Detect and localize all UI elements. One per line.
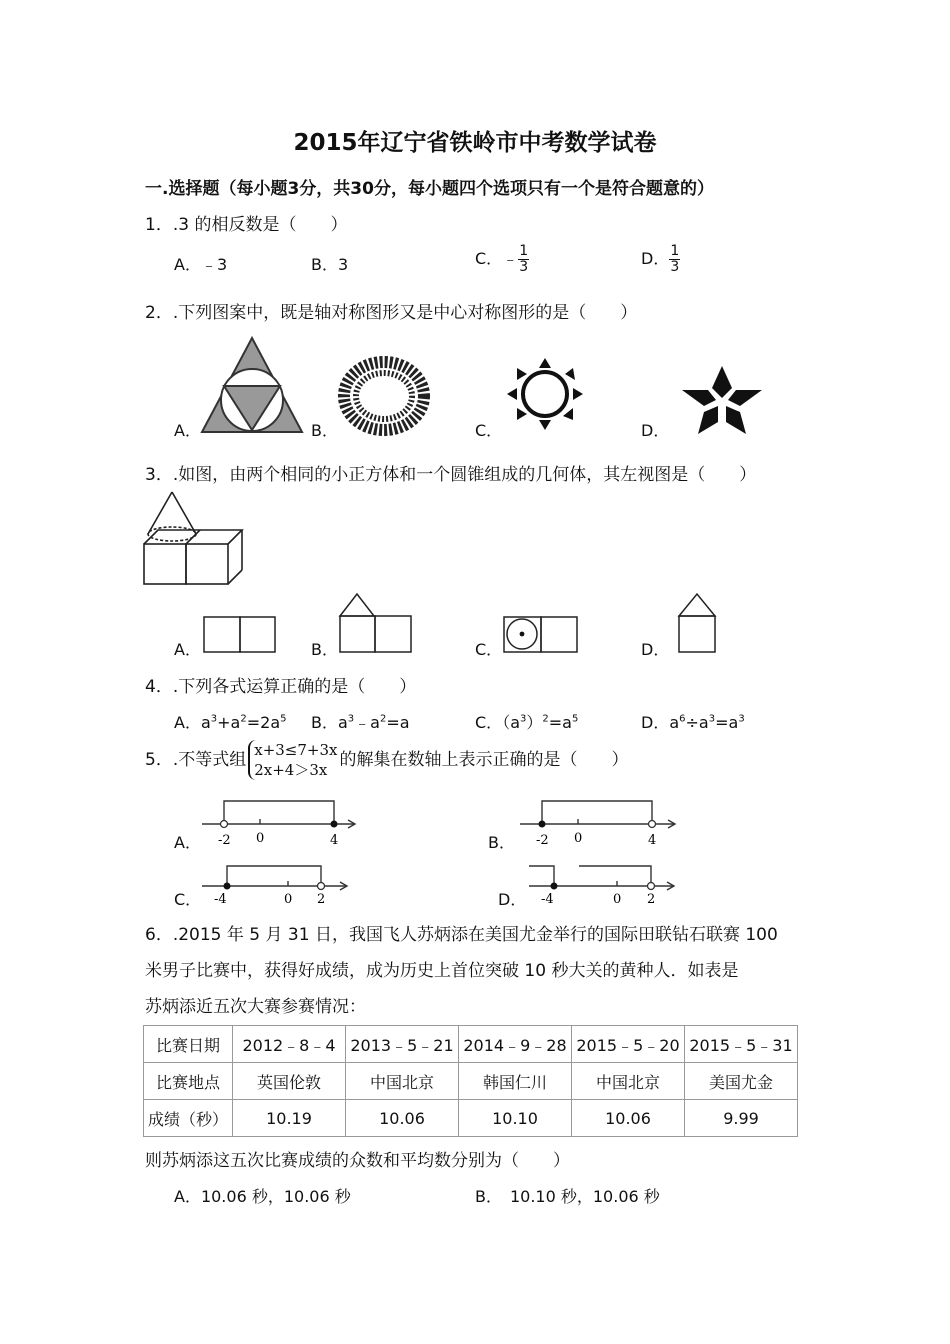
tick-label: 0	[284, 892, 293, 907]
tick-label: -2	[218, 833, 231, 848]
q2-option-c-label: C．	[475, 421, 503, 440]
question-6-line-2: 米男子比赛中，获得好成绩，成为历史上首位突破 10 秒大关的黄种人．如表是	[145, 961, 739, 981]
exponent: 3	[210, 713, 218, 725]
inequality-line-1: x+3≤7+3x	[254, 741, 338, 759]
question-1-stem: 1．.3 的相反数是（ ）	[145, 215, 348, 235]
exponent: 3	[708, 713, 716, 725]
view-option-a	[203, 616, 277, 654]
q1-option-c-label: C．	[475, 249, 503, 268]
tick-label: -4	[214, 892, 227, 907]
q4-c-label: C．	[475, 713, 503, 732]
q6-option-b: B． 10.10 秒，10.06 秒	[475, 1187, 660, 1206]
q4-option-b	[311, 710, 410, 733]
q5-option-b-label: B．	[488, 833, 515, 852]
table-cell: 比赛地点	[144, 1063, 233, 1100]
q2-option-a-label: A．	[174, 421, 201, 440]
tick-label: 4	[648, 833, 657, 848]
inequality-line-2: 2x+4＞3x	[254, 761, 328, 779]
term: a	[669, 713, 680, 732]
exponent: 5	[280, 713, 287, 725]
table-cell: 美国尤金	[685, 1063, 798, 1100]
question-4-stem: 4．.下列各式运算正确的是（ ）	[145, 677, 417, 697]
question-6-line-1: 6．.2015 年 5 月 31 日，我国飞人苏炳添在美国尤金举行的国际田联钻石联赛 100	[145, 925, 778, 945]
table-row	[144, 1026, 798, 1063]
q6-option-a: A．10.06 秒，10.06 秒	[174, 1187, 351, 1206]
table-cell: 2013﹣5﹣21	[346, 1026, 459, 1063]
table-cell: 10.10	[459, 1100, 572, 1137]
exponent: 3	[520, 713, 527, 725]
tick-label: 2	[317, 892, 326, 907]
table-cell: 中国北京	[572, 1063, 685, 1100]
term: =a	[386, 713, 410, 732]
q5-stem-suffix: 的解集在数轴上表示正确的是（ ）	[339, 750, 629, 770]
q4-a-label: A．	[174, 713, 201, 732]
table-cell: 成绩（秒）	[144, 1100, 233, 1137]
number-line-d	[527, 860, 682, 906]
table-cell: 英国伦敦	[233, 1063, 346, 1100]
q3-option-c-label: C．	[475, 640, 503, 659]
question-6-line-3: 苏炳添近五次大赛参赛情况：	[145, 997, 366, 1017]
table-cell: 中国北京	[346, 1063, 459, 1100]
term: =a	[548, 713, 572, 732]
term: =2a	[246, 713, 281, 732]
question-5-stem	[145, 740, 629, 780]
view-option-d	[678, 592, 718, 654]
q1-option-b: B．3	[311, 255, 349, 274]
term: ）	[526, 713, 543, 732]
fraction	[518, 244, 529, 275]
q1-option-c-sign: ﹣	[502, 249, 519, 268]
number-line-a	[200, 797, 365, 849]
q2-option-d-label: D．	[641, 421, 670, 440]
tick-label: 0	[613, 892, 622, 907]
fraction-denominator: 3	[670, 259, 680, 275]
view-option-b	[339, 592, 413, 654]
q3-option-b-label: B．	[311, 640, 338, 659]
table-cell: 2015﹣5﹣31	[685, 1026, 798, 1063]
q5-option-c-label: C．	[174, 890, 202, 909]
exponent: 3	[738, 713, 745, 725]
tick-label: -4	[541, 892, 554, 907]
q3-option-a-label: A．	[174, 640, 201, 659]
exponent: 6	[679, 713, 686, 725]
question-6-prompt: 则苏炳添这五次比赛成绩的众数和平均数分别为（ ）	[145, 1151, 570, 1171]
q5-option-d-label: D．	[498, 890, 527, 909]
arrow-ring-figure	[505, 356, 585, 432]
table-cell: 2014﹣9﹣28	[459, 1026, 572, 1063]
q1-option-d-label: D．	[641, 249, 670, 268]
question-3-stem: 3．.如图，由两个相同的小正方体和一个圆锥组成的几何体，其左视图是（ ）	[145, 465, 757, 485]
term: a	[337, 713, 348, 732]
tick-label: 2	[647, 892, 656, 907]
exponent: 2	[240, 713, 247, 725]
table-cell: 10.06	[572, 1100, 685, 1137]
exponent: 5	[571, 713, 579, 725]
tick-label: -2	[536, 833, 549, 848]
triangle-circle-figure	[200, 336, 305, 436]
table-row	[144, 1100, 798, 1137]
q1-option-a: A．﹣3	[174, 255, 228, 274]
page-title: 2015年辽宁省铁岭市中考数学试卷	[293, 130, 657, 156]
table-row	[144, 1063, 798, 1100]
number-line-b	[518, 797, 683, 849]
q1-option-d	[641, 244, 680, 275]
table-cell: 韩国仁川	[459, 1063, 572, 1100]
pinwheel-star-figure	[680, 364, 764, 436]
q3-option-d-label: D．	[641, 640, 670, 659]
question-2-stem: 2．.下列图案中，既是轴对称图形又是中心对称图形的是（ ）	[145, 303, 638, 323]
table-cell: 2012﹣8﹣4	[233, 1026, 346, 1063]
q2-option-b-label: B．	[311, 421, 338, 440]
q4-d-label: D．	[641, 713, 670, 732]
term: （a	[502, 713, 520, 732]
tick-label: 0	[256, 831, 265, 846]
fraction-denominator: 3	[519, 259, 529, 275]
table-cell: 10.06	[346, 1100, 459, 1137]
table-cell: 10.19	[233, 1100, 346, 1137]
fraction-numerator: 1	[670, 243, 680, 259]
number-line-c	[200, 860, 355, 906]
exponent: 3	[347, 713, 355, 725]
section-heading: 一.选择题（每小题3分，共30分，每小题四个选项只有一个是符合题意的）	[145, 179, 714, 199]
term: ﹣a	[354, 713, 380, 732]
fraction	[669, 244, 680, 275]
q4-option-d	[641, 710, 745, 733]
cone-cubes-solid	[142, 490, 246, 588]
fraction-numerator: 1	[519, 243, 529, 259]
q5-stem-prefix: 5．.不等式组	[145, 750, 247, 770]
tick-label: 0	[574, 831, 583, 846]
q5-option-a-label: A．	[174, 833, 201, 852]
table-cell: 9.99	[685, 1100, 798, 1137]
term: +a	[217, 713, 241, 732]
exponent: 2	[542, 713, 549, 725]
view-option-c	[503, 616, 579, 654]
inequality-system	[248, 740, 337, 780]
q4-b-label: B．	[311, 713, 338, 732]
exponent: 2	[379, 713, 387, 725]
q1-option-c	[475, 244, 529, 275]
term: a	[200, 713, 211, 732]
table-cell: 比赛日期	[144, 1026, 233, 1063]
term: ÷a	[685, 713, 709, 732]
results-table	[143, 1025, 798, 1137]
table-cell: 2015﹣5﹣20	[572, 1026, 685, 1063]
term: =a	[715, 713, 739, 732]
tick-label: 4	[330, 833, 339, 848]
spiral-ring-figure	[340, 358, 430, 434]
q4-option-a	[174, 710, 287, 733]
q4-option-c	[475, 710, 578, 733]
